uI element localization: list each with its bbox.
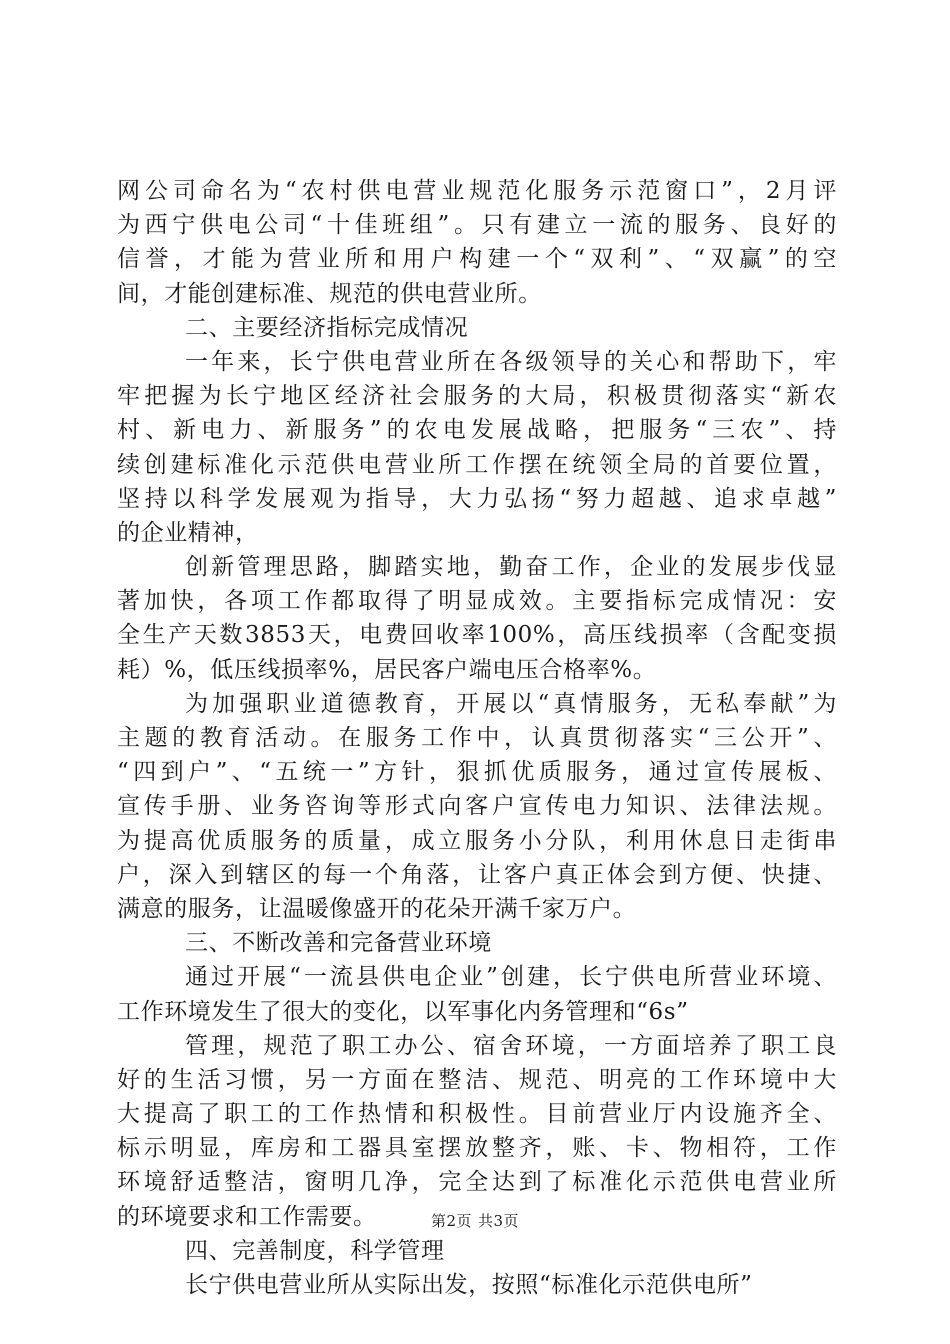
text-line: 为加强职业道德教育，开展以“真情服务，无私奉献”为 xyxy=(185,690,837,717)
text-line: 通过开展“一流县供电企业”创建，长宁供电所营业环境、 xyxy=(185,964,837,991)
text-line: 创新管理思路，脚踏实地，勤奋工作，企业的发展步伐显 xyxy=(185,554,837,581)
page-footer xyxy=(0,1211,950,1231)
text-line: 长宁供电营业所从实际出发，按照“标准化示范供电所” xyxy=(185,1272,753,1298)
text-line: 续创建标准化示范供电营业所工作摆在统领全局的首要位置， xyxy=(117,451,837,478)
text-line: 牢把握为长宁地区经济社会服务的大局，积极贯彻落实“新农 xyxy=(117,383,837,410)
text-line: 为西宁供电公司“十佳班组”。只有建立一流的服务、良好的 xyxy=(117,212,837,239)
text-line: 网公司命名为“农村供电营业规范化服务示范窗口”，2月评 xyxy=(117,178,837,204)
text-line: 工作环境发生了很大的变化，以军事化内务管理和“6s” xyxy=(117,998,689,1025)
text-line: 标示明显，库房和工器具室摆放整齐，账、卡、物相符，工作 xyxy=(117,1135,837,1162)
text-line: 的企业精神， xyxy=(117,519,259,546)
text-line: 信誉，才能为营业所和用户构建一个“双利”、“双赢”的空 xyxy=(117,246,837,273)
text-line: 的环境要求和工作需要。 xyxy=(117,1203,377,1230)
text-line: 管理，规范了职工办公、宿舍环境，一方面培养了职工良 xyxy=(185,1032,837,1059)
text-line: 耗）%，低压线损率%，居民客户端电压合格率%。 xyxy=(117,656,657,683)
text-line: 著加快，各项工作都取得了明显成效。主要指标完成情况：安 xyxy=(117,588,837,615)
text-line: 一年来，长宁供电营业所在各级领导的关心和帮助下，牢 xyxy=(185,348,837,375)
text-line: 全生产天数3853天，电费回收率100%，高压线损率（含配变损 xyxy=(117,622,837,649)
text-line: 好的生活习惯，另一方面在整洁、规范、明亮的工作环境中大 xyxy=(117,1066,837,1093)
text-line: 大提高了职工的工作热情和积极性。目前营业厅内设施齐全、 xyxy=(117,1101,837,1128)
text-line: 宣传手册、业务咨询等形式向客户宣传电力知识、法律法规。 xyxy=(117,793,837,820)
text-line: 满意的服务，让温暖像盛开的花朵开满千家万户。 xyxy=(117,895,637,922)
section-heading: 二、主要经济指标完成情况 xyxy=(185,314,469,341)
text-line: 为提高优质服务的质量，成立服务小分队，利用休息日走街串 xyxy=(117,827,837,854)
text-line: 村、新电力、新服务”的农电发展战略，把服务“三农”、持 xyxy=(117,417,837,444)
page-total: 共3页 xyxy=(478,1212,520,1230)
page-number: 第2页 xyxy=(430,1212,472,1230)
text-line: “四到户”、“五统一”方针，狠抓优质服务，通过宣传展板、 xyxy=(117,759,837,786)
text-line: 环境舒适整洁，窗明几净，完全达到了标准化示范供电营业所 xyxy=(117,1169,837,1196)
section-heading: 三、不断改善和完备营业环境 xyxy=(185,930,492,957)
section-heading: 四、完善制度，科学管理 xyxy=(185,1237,445,1264)
body-text xyxy=(117,174,837,1302)
text-line: 坚持以科学发展观为指导，大力弘扬“努力超越、追求卓越” xyxy=(117,485,837,512)
text-line: 间，才能创建标准、规范的供电营业所。 xyxy=(117,280,542,307)
text-line: 主题的教育活动。在服务工作中，认真贯彻落实“三公开”、 xyxy=(117,725,837,751)
text-line: 户，深入到辖区的每一个角落，让客户真正体会到方便、快捷、 xyxy=(117,861,837,888)
